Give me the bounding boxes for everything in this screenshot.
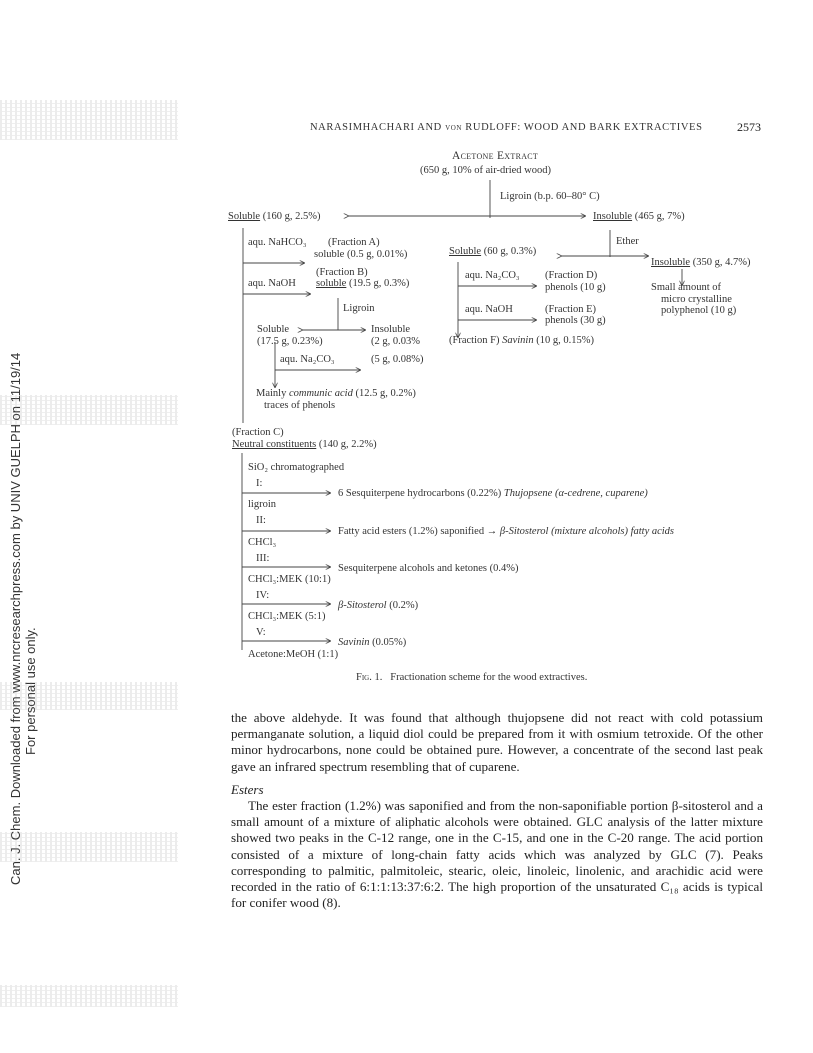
scan-noise	[0, 985, 178, 1007]
running-head-authors-b: RUDLOFF: WOOD AND BARK EXTRACTIVES	[465, 122, 703, 133]
round-1-result	[338, 488, 648, 500]
fraction-a-label: (Fraction A)	[328, 237, 380, 248]
scan-noise	[0, 682, 178, 710]
insoluble-far-label: Insoluble	[651, 257, 691, 268]
fraction-a-soluble: soluble (0.5 g, 0.01%)	[314, 249, 408, 260]
neutral-amount: (140 g, 2.2%)	[318, 439, 377, 450]
running-head-authors-a: NARASIMHACHARI AND	[310, 122, 442, 133]
insoluble-far-amount: (350 g, 4.7%)	[692, 257, 751, 268]
communic-name: communic acid	[288, 388, 353, 399]
root-title: Acetone Extract	[452, 150, 539, 162]
scan-noise	[0, 832, 178, 862]
small-amount-1: Small amount of	[651, 282, 721, 293]
naoh-label: aqu. NaOH	[248, 278, 296, 289]
fraction-f-label: (Fraction F)	[449, 335, 500, 346]
insoluble-right	[593, 211, 685, 223]
round-2-result-a: Fatty acid esters (1.2%) saponified →	[338, 526, 498, 537]
na2co3-a-label: aqu. Na₂CO₃	[280, 354, 335, 365]
soluble-mid	[449, 246, 536, 258]
small-amount-2: micro crystalline	[661, 294, 732, 305]
nahco3-label: aqu. NaHCO₃	[248, 237, 307, 248]
soluble-left-label: Soluble	[228, 211, 261, 222]
savinin-name: Savinin	[502, 335, 534, 346]
soluble-left-amount: (160 g, 2.5%)	[262, 211, 321, 222]
fraction-b-soluble	[316, 278, 409, 290]
fractionation-scheme	[220, 145, 780, 675]
soluble-mid-label: Soluble	[449, 246, 482, 257]
small-amount-3: polyphenol (10 g)	[661, 305, 737, 316]
round-4: IV:	[256, 590, 270, 601]
round-4-result-a: β-Sitosterol	[338, 600, 387, 611]
communic-acid	[256, 388, 416, 400]
paragraph-2: The ester fraction (1.2%) was saponified and from the non-saponifiable portion β-sitosterol and a small amount of a mixture of aliphatic alcohols were obtained. GLC analysis of the latter mixture showed two peaks in the C-12 range, one in the C-15, and one in the C-20 range. The acid portion consisted of a mixture of long-chain fatty acids which was analyzed by GLC (7). Peaks corresponding to palmitic, palmitoleic, stearic, oleic, linoleic, linolenic, and arachidic acid were recorded in the ratio of 6:1:1:13:37:6:2. The high proportion of the unsaturated C₁₈ acids is typical for conifer wood (8).	[231, 798, 763, 911]
neutral-label: Neutral constituents	[232, 439, 317, 450]
soluble-2: Soluble	[257, 324, 290, 335]
fraction-e-amount: phenols (30 g)	[545, 315, 606, 326]
round-2-solvent: CHCl₃	[248, 537, 277, 548]
round-4-result-b: (0.2%)	[389, 600, 419, 611]
page-number: 2573	[737, 120, 761, 134]
fraction-b-label: (Fraction B)	[316, 267, 368, 278]
na2co3-a-amount: (5 g, 0.08%)	[371, 354, 424, 365]
sio2-label: SiO₂ chromatographed	[248, 462, 345, 473]
insoluble-right-label: Insoluble	[593, 211, 633, 222]
insoluble-2-amount: (2 g, 0.03%	[371, 336, 420, 347]
insoluble-right-amount: (465 g, 7%)	[634, 211, 685, 222]
round-3-solvent: CHCl₃:MEK (10:1)	[248, 574, 331, 585]
ligroin-step: Ligroin (b.p. 60–80° C)	[500, 191, 600, 202]
figure-caption-label: Fig. 1.	[356, 672, 383, 683]
round-3-result: Sesquiterpene alcohols and ketones (0.4%)	[338, 563, 519, 574]
scan-noise	[0, 100, 178, 140]
savinin-amount: (10 g, 0.15%)	[536, 335, 594, 346]
round-4-result	[338, 600, 418, 612]
fraction-c-label: (Fraction C)	[232, 427, 284, 438]
round-5-result-a: Savinin	[338, 637, 370, 648]
round-5-solvent: Acetone:MeOH (1:1)	[248, 649, 339, 660]
round-5-result	[338, 637, 406, 649]
round-1-result-a: 6 Sesquiterpene hydrocarbons (0.22%)	[338, 488, 502, 499]
round-5: V:	[256, 627, 266, 638]
fraction-f	[449, 335, 594, 347]
fraction-b-soluble-amount: (19.5 g, 0.3%)	[348, 278, 410, 289]
running-head	[310, 122, 703, 133]
download-notice	[8, 353, 38, 885]
fraction-d-label: (Fraction D)	[545, 270, 598, 281]
round-5-result-b: (0.05%)	[372, 637, 407, 648]
round-2-result	[338, 526, 674, 538]
scan-noise	[0, 395, 178, 425]
communic-mainly: Mainly	[256, 388, 287, 399]
paragraph-1: the above aldehyde. It was found that although thujopsene did not react with cold potassium permanganate solution, a liquid diol could be prepared from it with osmium tetroxide. Of the other minor hydrocarbons, none could be obtained pure. However, a concentrate of the second last peak gave an infrared spectrum resembling that of cuparene.	[231, 710, 763, 774]
neutral-constituents	[232, 439, 377, 451]
na2co3-b-label: aqu. Na₂CO₃	[465, 270, 520, 281]
round-1-solvent: ligroin	[248, 499, 276, 510]
communic-amount: (12.5 g, 0.2%)	[355, 388, 416, 399]
traces-phenols: traces of phenols	[264, 400, 336, 411]
soluble-left	[228, 211, 320, 223]
soluble-mid-amount: (60 g, 0.3%)	[483, 246, 537, 257]
root-sub: (650 g, 10% of air-dried wood)	[420, 165, 552, 176]
ether-label: Ether	[616, 236, 639, 247]
round-1-result-b: Thujopsene (α-cedrene, cuparene)	[503, 488, 648, 499]
section-heading-esters: Esters	[231, 782, 264, 797]
ligroin-label-2: Ligroin	[343, 303, 375, 314]
fraction-e-label: (Fraction E)	[545, 304, 597, 315]
round-2-result-c: (mixture alcohols) fatty acids	[551, 526, 675, 537]
figure-caption	[356, 672, 587, 683]
round-2-result-b: β-Sitosterol	[499, 526, 549, 537]
running-head-von: von	[445, 122, 463, 133]
fraction-b-soluble-word: soluble	[316, 278, 347, 289]
round-4-solvent: CHCl₃:MEK (5:1)	[248, 611, 326, 622]
download-notice-line2: For personal use only.	[23, 627, 38, 755]
figure-caption-text: Fractionation scheme for the wood extractives.	[390, 672, 588, 683]
round-1: I:	[256, 478, 263, 489]
insoluble-2: Insoluble	[371, 324, 411, 335]
round-3: III:	[256, 553, 270, 564]
naoh-b-label: aqu. NaOH	[465, 304, 513, 315]
soluble-2-amount: (17.5 g, 0.23%)	[257, 336, 323, 347]
insoluble-far	[651, 257, 750, 269]
round-2: II:	[256, 515, 266, 526]
fraction-d-amount: phenols (10 g)	[545, 282, 606, 293]
download-notice-line1: Can. J. Chem. Downloaded from www.nrcresearchpress.com by UNIV GUELPH on 11/19/14	[8, 352, 23, 885]
